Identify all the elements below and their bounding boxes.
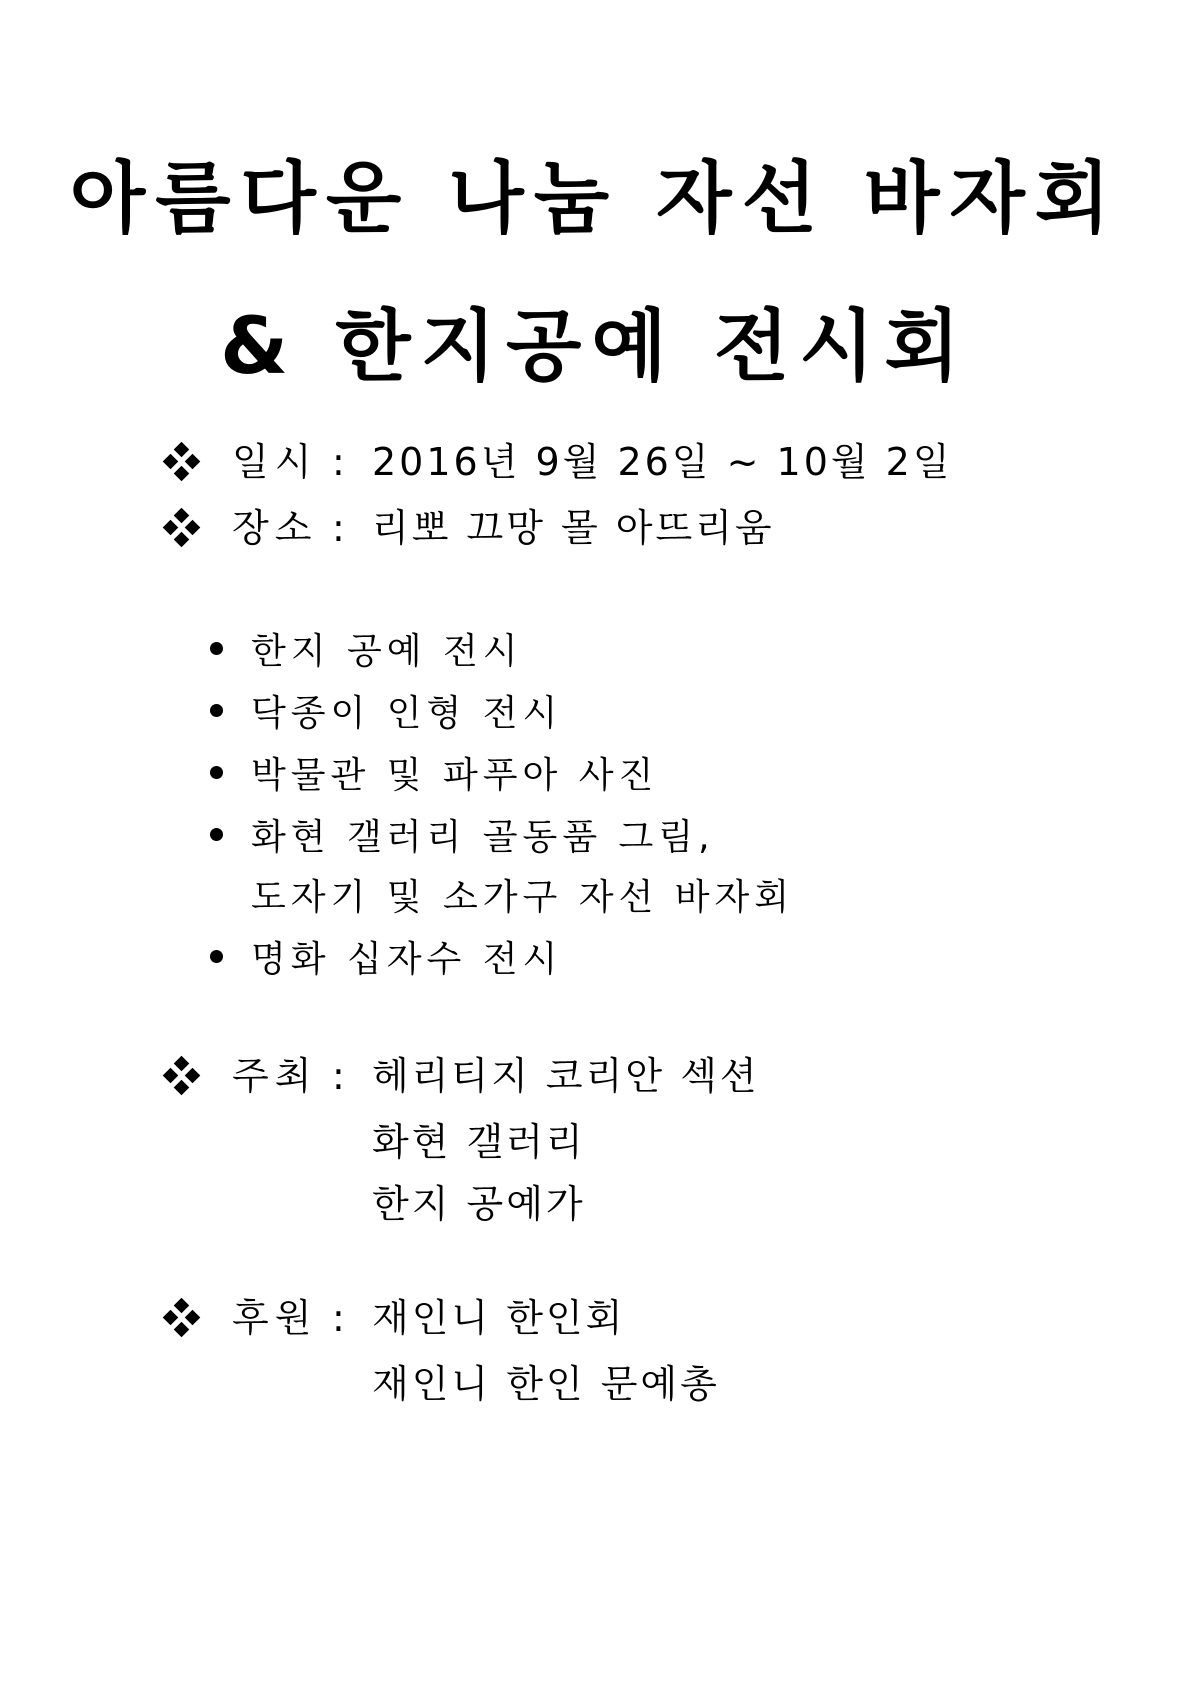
organizer-label: 주최: [232, 1054, 318, 1098]
place-label: 장소: [232, 506, 318, 550]
list-item-continuation: 도자기 및 소가구 자선 바자회: [251, 876, 795, 918]
bullet-dot-icon: [210, 950, 223, 963]
list-item: [210, 928, 562, 984]
poster-title-line-2: & 한지공예 전시회: [220, 302, 970, 392]
list-item-text: 한지 공예 전시: [251, 630, 523, 672]
list-item-text: 화현 갤러리 골동품 그림,: [251, 816, 715, 858]
bullet-dot-icon: [210, 704, 223, 717]
sponsor-row: [162, 1288, 625, 1348]
sponsor-label: 후원: [232, 1296, 318, 1340]
list-item: [210, 620, 523, 676]
date-row: [162, 432, 953, 492]
place-value: 리뽀 끄망 몰 아뜨리움: [372, 506, 775, 550]
sponsor-colon: :: [332, 1296, 345, 1340]
organizer-value: 한지 공예가: [372, 1181, 586, 1226]
date-colon: :: [332, 440, 345, 484]
organizer-value: 화현 갤러리: [372, 1119, 586, 1164]
organizer-row: [162, 1046, 760, 1106]
diamond-bullet-icon: [162, 508, 202, 548]
list-item: [210, 682, 562, 738]
date-label: 일시: [232, 440, 318, 484]
diamond-bullet-icon: [162, 442, 202, 482]
bullet-dot-icon: [210, 828, 223, 841]
organizer-value: 헤리티지 코리안 섹션: [372, 1054, 760, 1098]
bullet-dot-icon: [210, 642, 223, 655]
poster-title-line-1: 아름다운 나눔 자선 바자회: [69, 154, 1121, 244]
diamond-bullet-icon: [162, 1298, 202, 1338]
place-row: [162, 498, 775, 558]
sponsor-value: 재인니 한인 문예총: [372, 1361, 720, 1406]
place-colon: :: [332, 506, 345, 550]
list-item: [210, 806, 715, 862]
list-item-text: 명화 십자수 전시: [251, 938, 563, 980]
sponsor-value: 재인니 한인회: [372, 1296, 626, 1340]
bullet-dot-icon: [210, 766, 223, 779]
list-item-text: 닥종이 인형 전시: [251, 692, 563, 734]
date-value: 2016년 9월 26일 ~ 10월 2일: [372, 440, 953, 484]
list-item: [210, 744, 658, 800]
list-item-text: 박물관 및 파푸아 사진: [251, 754, 659, 796]
organizer-colon: :: [332, 1054, 345, 1098]
diamond-bullet-icon: [162, 1056, 202, 1096]
